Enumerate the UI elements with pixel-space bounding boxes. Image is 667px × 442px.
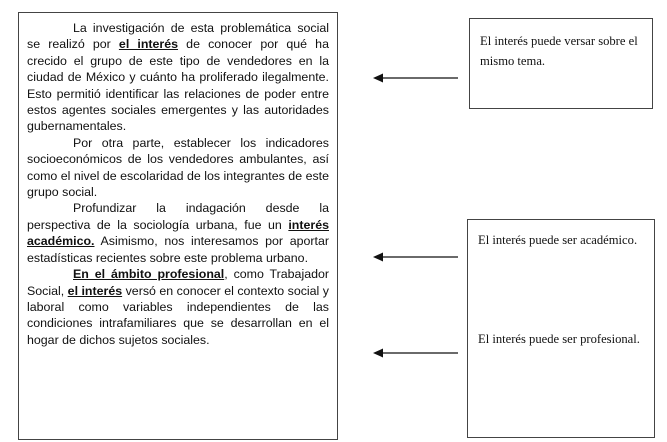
paragraph-1	[27, 20, 329, 135]
p1-text-b: de conocer por qué ha crecido el grupo de este tipo de vendedores en la ciudad de México y cuánto ha proliferado ilegalmente. Esto permitió identificar las relaciones de poder entre estos agentes sociales emergentes y las autoridades gubernamentales.	[27, 37, 329, 134]
highlight-ambito-profesional: En el ámbito profesional	[73, 267, 225, 282]
p3-text-a: Profundizar la indagación desde la perspectiva de la sociología urbana, fue un	[27, 201, 329, 232]
p4-text-b: versó en conocer el contexto social y laboral como variables independientes de las condiciones intrafamiliares que se desarrollan en el hogar de dichos sujetos sociales.	[27, 283, 329, 347]
highlight-el-interes-1: el interés	[118, 37, 179, 52]
arrow-icon-2	[372, 250, 460, 264]
p3-text-b: Asimismo, nos interesamos por aportar estadísticas recientes sobre este problema urbano.	[27, 234, 329, 265]
highlight-el-interes-2: el interés	[67, 283, 123, 298]
main-text-box	[18, 12, 338, 440]
p1-text-a: La investigación de esta problemática social se realizó por	[27, 21, 329, 52]
main-text	[27, 20, 329, 348]
highlight-interes-academico: interés académico.	[27, 217, 329, 249]
arrow-icon-1	[372, 71, 460, 85]
note-same-topic: El interés puede versar sobre el mismo tema.	[469, 18, 653, 109]
note-professional: El interés puede ser profesional.	[478, 332, 640, 346]
paragraph-2: Por otra parte, establecer los indicadores socioeconómicos de los vendedores ambulantes, así como el nivel de escolaridad de los integrantes de este grupo social.	[27, 135, 329, 200]
note-academic: El interés puede ser académico.	[478, 233, 638, 247]
arrow-icon-3	[372, 346, 460, 360]
note-academic-professional	[467, 219, 655, 438]
paragraph-4	[27, 266, 329, 348]
paragraph-3	[27, 200, 329, 266]
p4-text-a: , como Trabajador Social,	[27, 267, 329, 298]
